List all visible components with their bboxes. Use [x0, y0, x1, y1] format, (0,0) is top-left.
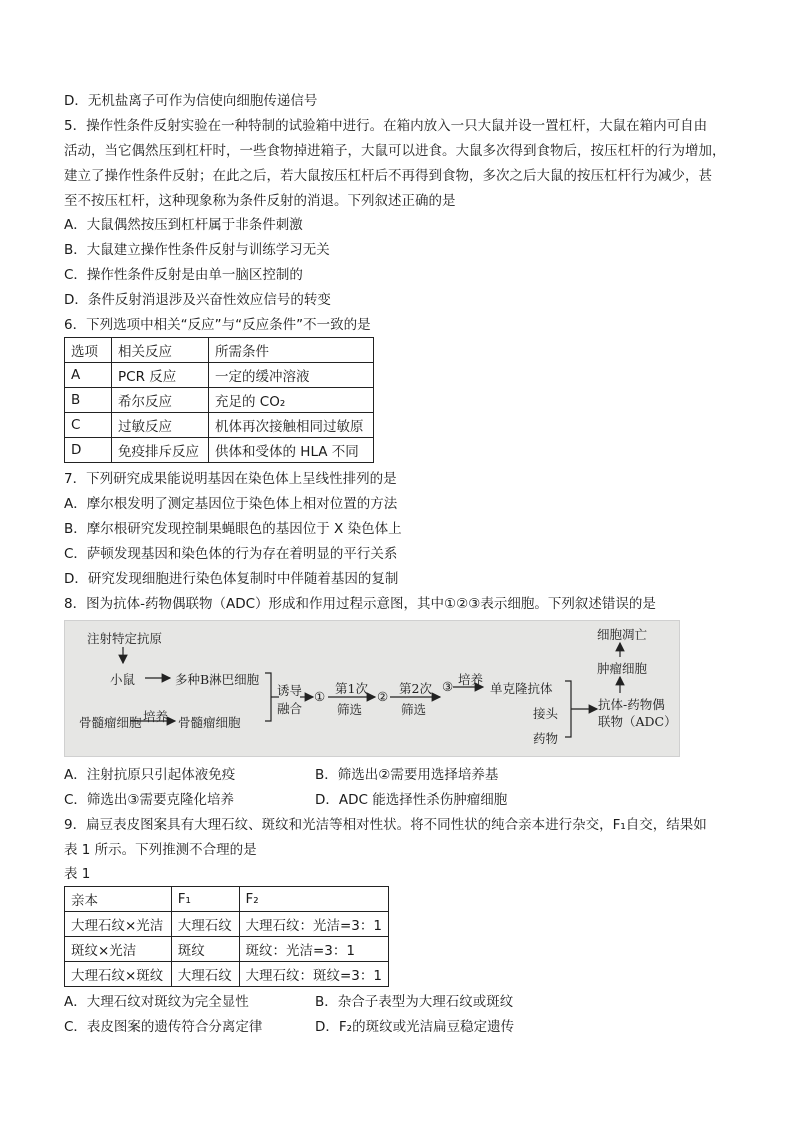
table-cell: C — [65, 413, 112, 438]
table-cell: F₂ — [239, 887, 389, 912]
diagram-drug: 药物 — [533, 731, 559, 746]
diagram-adc-bottom: 联物（ADC） — [598, 714, 677, 729]
table-row — [65, 962, 389, 987]
q7-option-b: B．摩尔根研究发现控制果蝇眼色的基因位于 X 染色体上 — [64, 521, 402, 537]
q5-stem-line-1: 5．操作性条件反射实验在一种特制的试验箱中进行。在箱内放入一只大鼠并设一置杠杆，大鼠在箱内可自由 — [64, 118, 708, 134]
q9-stem-line-2: 表 1 所示。下列推测不合理的是 — [64, 842, 257, 858]
table-cell: 所需条件 — [209, 338, 374, 363]
q5-option-d: D．条件反射消退涉及兴奋性效应信号的转变 — [64, 292, 331, 308]
table-cell: 大理石纹×光洁 — [65, 912, 172, 937]
diagram-induce: 诱导 — [277, 683, 303, 698]
diagram-adc-top: 抗体-药物偶 — [598, 697, 665, 712]
diagram-screen1-top: 第1次 — [335, 681, 368, 696]
table-cell: 机体再次接触相同过敏原 — [209, 413, 374, 438]
q8-stem: 8．图为抗体-药物偶联物（ADC）形成和作用过程示意图，其中①②③表示细胞。下列叙述错误的是 — [64, 596, 656, 612]
q7-option-d: D．研究发现细胞进行染色体复制时中伴随着基因的复制 — [64, 571, 399, 587]
diagram-b-cells: 多种B淋巴细胞 — [175, 672, 260, 687]
table-row — [65, 413, 374, 438]
table-cell: 供体和受体的 HLA 不同 — [209, 438, 374, 463]
q5-option-b: B．大鼠建立操作性条件反射与训练学习无关 — [64, 242, 330, 258]
table-cell: 亲本 — [65, 887, 172, 912]
table-row — [65, 363, 374, 388]
diagram-culture-1: 培养 — [458, 672, 484, 687]
table-row — [65, 887, 389, 912]
diagram-cell-apoptosis: 细胞凋亡 — [597, 627, 648, 642]
q9-option-c: C．表皮图案的遗传符合分离定律 — [64, 1019, 263, 1035]
table-cell: F₁ — [171, 887, 239, 912]
diagram-fuse: 融合 — [277, 701, 303, 716]
diagram-screen2-bottom: 筛选 — [401, 702, 427, 717]
diagram-cell-3: ③ — [442, 679, 454, 694]
diagram-screen2-top: 第2次 — [399, 681, 432, 696]
q9-option-b: B．杂合子表型为大理石纹或斑纹 — [315, 994, 514, 1010]
table-cell: 大理石纹：斑纹=3：1 — [239, 962, 389, 987]
q5-option-c: C．操作性条件反射是由单一脑区控制的 — [64, 267, 303, 283]
q4-option-d: D．无机盐离子可作为信使向细胞传递信号 — [64, 93, 318, 109]
table-cell: PCR 反应 — [112, 363, 209, 388]
q9-option-a: A．大理石纹对斑纹为完全显性 — [64, 994, 249, 1010]
table-cell: 免疫排斥反应 — [112, 438, 209, 463]
q8-option-d: D．ADC 能选择性杀伤肿瘤细胞 — [315, 792, 508, 808]
table-cell: 希尔反应 — [112, 388, 209, 413]
q5-stem-line-4: 至不按压杠杆，这种现象称为条件反射的消退。下列叙述正确的是 — [64, 193, 456, 209]
diagram-mouse: 小鼠 — [110, 672, 136, 687]
q9-stem-line-1: 9．扁豆表皮图案具有大理石纹、斑纹和光洁等相对性状。将不同性状的纯合亲本进行杂交，F₁自交，结果如 — [64, 817, 707, 833]
q7-option-c: C．萨顿发现基因和染色体的行为存在着明显的平行关系 — [64, 546, 398, 562]
table-cell: 选项 — [65, 338, 112, 363]
q5-stem-line-3: 建立了操作性条件反射；在此之后，若大鼠按压杠杆后不再得到食物，多次之后大鼠的按压杠杆行为减少，甚 — [64, 168, 712, 184]
table-cell: 斑纹：光洁=3：1 — [239, 937, 389, 962]
diagram-screen1-bottom: 筛选 — [337, 702, 363, 717]
table-row — [65, 338, 374, 363]
q5-stem-line-2: 活动，当它偶然压到杠杆时，一些食物掉进箱子，大鼠可以进食。大鼠多次得到食物后，按压杠杆的行为增加， — [64, 143, 726, 159]
diagram-culture-2: 培养 — [143, 709, 169, 724]
adc-diagram — [64, 620, 680, 757]
q7-stem: 7．下列研究成果能说明基因在染色体上呈线性排列的是 — [64, 471, 397, 487]
q8-option-b: B．筛选出②需要用选择培养基 — [315, 767, 499, 783]
diagram-cell-2: ② — [377, 689, 389, 704]
table-cell: B — [65, 388, 112, 413]
table-cell: 过敏反应 — [112, 413, 209, 438]
q6-table — [64, 337, 374, 463]
diagram-monoclonal-antibody: 单克隆抗体 — [490, 681, 553, 696]
table-row — [65, 937, 389, 962]
table-cell: 相关反应 — [112, 338, 209, 363]
diagram-linker: 接头 — [533, 706, 559, 721]
diagram-myeloma-2: 骨髓瘤细胞 — [178, 715, 241, 730]
table-cell: A — [65, 363, 112, 388]
table-cell: 斑纹 — [171, 937, 239, 962]
table-cell: 大理石纹：光洁=3：1 — [239, 912, 389, 937]
diagram-inject-antigen: 注射特定抗原 — [87, 631, 163, 646]
q8-option-a: A．注射抗原只引起体液免疫 — [64, 767, 236, 783]
table-row — [65, 438, 374, 463]
table-cell: 充足的 CO₂ — [209, 388, 374, 413]
q8-option-c: C．筛选出③需要克隆化培养 — [64, 792, 235, 808]
diagram-cell-1: ① — [314, 689, 326, 704]
table-cell: 大理石纹 — [171, 962, 239, 987]
table-row — [65, 388, 374, 413]
table-cell: 大理石纹 — [171, 912, 239, 937]
q9-table — [64, 886, 389, 987]
table-cell: D — [65, 438, 112, 463]
table-row — [65, 912, 389, 937]
diagram-myeloma: 骨髓瘤细胞 — [79, 715, 142, 730]
diagram-tumor-cell: 肿瘤细胞 — [597, 661, 648, 676]
table-cell: 一定的缓冲溶液 — [209, 363, 374, 388]
q7-option-a: A．摩尔根发明了测定基因位于染色体上相对位置的方法 — [64, 496, 398, 512]
q6-stem: 6．下列选项中相关“反应”与“反应条件”不一致的是 — [64, 317, 371, 333]
q9-option-d: D．F₂的斑纹或光洁扁豆稳定遗传 — [315, 1019, 515, 1035]
q9-table-title: 表 1 — [64, 866, 91, 882]
table-cell: 斑纹×光洁 — [65, 937, 172, 962]
table-cell: 大理石纹×斑纹 — [65, 962, 172, 987]
q5-option-a: A．大鼠偶然按压到杠杆属于非条件刺激 — [64, 217, 303, 233]
